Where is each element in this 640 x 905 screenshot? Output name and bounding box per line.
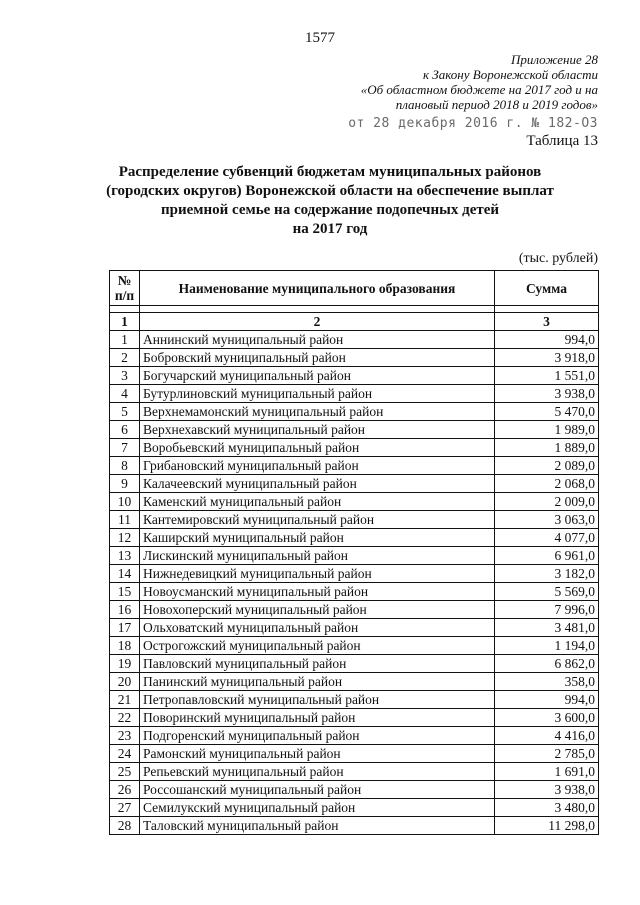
- row-sum: 4 077,0: [495, 529, 599, 547]
- header-number-line: №: [117, 273, 132, 288]
- column-number: 3: [495, 313, 599, 331]
- row-number: 24: [110, 745, 140, 763]
- header-spacer-row: [110, 306, 599, 313]
- row-sum: 2 009,0: [495, 493, 599, 511]
- title-line: приемной семье на содержание подопечных детей: [160, 202, 500, 218]
- table-row: [110, 691, 599, 709]
- row-number: 2: [110, 349, 140, 367]
- table-row: [110, 655, 599, 673]
- row-number: 9: [110, 475, 140, 493]
- table-row: [110, 673, 599, 691]
- table-row: [110, 331, 599, 349]
- page-number: 1577: [305, 30, 335, 46]
- municipality-name: Павловский муниципальный район: [140, 655, 495, 673]
- appendix-line: к Закону Воронежской области: [422, 67, 598, 82]
- units-label: (тыс. рублей): [518, 251, 598, 266]
- row-number: 6: [110, 421, 140, 439]
- municipality-name: Калачеевский муниципальный район: [140, 475, 495, 493]
- table-row: [110, 619, 599, 637]
- column-number: 2: [140, 313, 495, 331]
- row-number: 16: [110, 601, 140, 619]
- municipality-name: Грибановский муниципальный район: [140, 457, 495, 475]
- row-sum: 2 089,0: [495, 457, 599, 475]
- row-sum: 5 470,0: [495, 403, 599, 421]
- table-row: [110, 601, 599, 619]
- spacer-cell: [140, 306, 495, 313]
- row-sum: 358,0: [495, 673, 599, 691]
- row-number: 18: [110, 637, 140, 655]
- row-number: 12: [110, 529, 140, 547]
- municipality-name: Верхнемамонский муниципальный район: [140, 403, 495, 421]
- municipality-name: Новохоперский муниципальный район: [140, 601, 495, 619]
- municipality-name: Верхнехавский муниципальный район: [140, 421, 495, 439]
- table-row: [110, 637, 599, 655]
- title-line: (городских округов) Воронежской области на обеспечение выплат: [106, 183, 554, 199]
- row-number: 25: [110, 763, 140, 781]
- row-sum: 3 938,0: [495, 781, 599, 799]
- municipality-name: Каменский муниципальный район: [140, 493, 495, 511]
- municipality-name: Рамонский муниципальный район: [140, 745, 495, 763]
- row-number: 11: [110, 511, 140, 529]
- row-number: 21: [110, 691, 140, 709]
- appendix-block: [361, 52, 598, 112]
- row-sum: 11 298,0: [495, 817, 599, 835]
- row-number: 3: [110, 367, 140, 385]
- municipality-name: Бутурлиновский муниципальный район: [140, 385, 495, 403]
- table-row: [110, 709, 599, 727]
- table-row: [110, 745, 599, 763]
- row-sum: 3 938,0: [495, 385, 599, 403]
- appendix-line: Приложение 28: [510, 52, 598, 67]
- municipality-name: Таловский муниципальный район: [140, 817, 495, 835]
- header-number-line: п/п: [114, 288, 135, 303]
- row-number: 1: [110, 331, 140, 349]
- row-sum: 6 862,0: [495, 655, 599, 673]
- municipality-name: Каширский муниципальный район: [140, 529, 495, 547]
- table-row: [110, 493, 599, 511]
- municipality-name: Богучарский муниципальный район: [140, 367, 495, 385]
- spacer-cell: [495, 306, 599, 313]
- column-number: 1: [110, 313, 140, 331]
- date-stamp: от 28 декабря 2016 г. № 182-ОЗ: [348, 116, 598, 131]
- title-line: на 2017 год: [292, 221, 368, 237]
- row-sum: 6 961,0: [495, 547, 599, 565]
- header-sum: Сумма: [495, 271, 599, 306]
- municipality-name: Ольховатский муниципальный район: [140, 619, 495, 637]
- row-number: 22: [110, 709, 140, 727]
- table-row: [110, 439, 599, 457]
- row-sum: 3 182,0: [495, 565, 599, 583]
- municipality-name: Лискинский муниципальный район: [140, 547, 495, 565]
- table-row: [110, 529, 599, 547]
- municipality-name: Поворинский муниципальный район: [140, 709, 495, 727]
- table-row: [110, 385, 599, 403]
- table-row: [110, 583, 599, 601]
- subsidy-table: [109, 270, 599, 835]
- municipality-name: Нижнедевицкий муниципальный район: [140, 565, 495, 583]
- table-row: [110, 403, 599, 421]
- table-row: [110, 349, 599, 367]
- row-sum: 2 785,0: [495, 745, 599, 763]
- municipality-name: Кантемировский муниципальный район: [140, 511, 495, 529]
- row-sum: 3 918,0: [495, 349, 599, 367]
- row-sum: 1 691,0: [495, 763, 599, 781]
- row-number: 26: [110, 781, 140, 799]
- row-sum: 7 996,0: [495, 601, 599, 619]
- municipality-name: Острогожский муниципальный район: [140, 637, 495, 655]
- municipality-name: Новоусманский муниципальный район: [140, 583, 495, 601]
- row-number: 7: [110, 439, 140, 457]
- municipality-name: Подгоренский муниципальный район: [140, 727, 495, 745]
- row-number: 4: [110, 385, 140, 403]
- header-number: [110, 271, 140, 306]
- table-row: [110, 547, 599, 565]
- row-sum: 1 551,0: [495, 367, 599, 385]
- row-number: 5: [110, 403, 140, 421]
- row-number: 14: [110, 565, 140, 583]
- municipality-name: Россошанский муниципальный район: [140, 781, 495, 799]
- row-number: 23: [110, 727, 140, 745]
- table-label: Таблица 13: [526, 133, 598, 149]
- municipality-name: Репьевский муниципальный район: [140, 763, 495, 781]
- row-number: 10: [110, 493, 140, 511]
- table-row: [110, 367, 599, 385]
- row-number: 13: [110, 547, 140, 565]
- table-row: [110, 781, 599, 799]
- municipality-name: Петропавловский муниципальный район: [140, 691, 495, 709]
- row-sum: 3 480,0: [495, 799, 599, 817]
- table-header-row: [110, 271, 599, 306]
- row-sum: 3 600,0: [495, 709, 599, 727]
- municipality-name: Бобровский муниципальный район: [140, 349, 495, 367]
- row-number: 27: [110, 799, 140, 817]
- row-number: 8: [110, 457, 140, 475]
- row-sum: 3 481,0: [495, 619, 599, 637]
- table-row: [110, 799, 599, 817]
- row-sum: 994,0: [495, 331, 599, 349]
- spacer-cell: [110, 306, 140, 313]
- municipality-name: Аннинский муниципальный район: [140, 331, 495, 349]
- table-row: [110, 511, 599, 529]
- municipality-name: Панинский муниципальный район: [140, 673, 495, 691]
- municipality-name: Семилукский муниципальный район: [140, 799, 495, 817]
- row-sum: 994,0: [495, 691, 599, 709]
- row-number: 28: [110, 817, 140, 835]
- row-sum: 4 416,0: [495, 727, 599, 745]
- row-sum: 1 194,0: [495, 637, 599, 655]
- row-sum: 1 989,0: [495, 421, 599, 439]
- column-number-row: [110, 313, 599, 331]
- table-row: [110, 763, 599, 781]
- table-row: [110, 475, 599, 493]
- row-sum: 3 063,0: [495, 511, 599, 529]
- table-row: [110, 457, 599, 475]
- table-row: [110, 817, 599, 835]
- header-name: Наименование муниципального образования: [140, 271, 495, 306]
- table-row: [110, 421, 599, 439]
- table-row: [110, 727, 599, 745]
- row-number: 19: [110, 655, 140, 673]
- title-line: Распределение субвенций бюджетам муниципальных районов: [118, 164, 542, 180]
- row-number: 15: [110, 583, 140, 601]
- row-number: 20: [110, 673, 140, 691]
- row-sum: 1 889,0: [495, 439, 599, 457]
- row-sum: 5 569,0: [495, 583, 599, 601]
- appendix-line: «Об областном бюджете на 2017 год и на: [360, 82, 598, 97]
- document-title: [60, 163, 600, 239]
- row-number: 17: [110, 619, 140, 637]
- table-row: [110, 565, 599, 583]
- row-sum: 2 068,0: [495, 475, 599, 493]
- appendix-line: плановый период 2018 и 2019 годов»: [395, 97, 598, 112]
- municipality-name: Воробьевский муниципальный район: [140, 439, 495, 457]
